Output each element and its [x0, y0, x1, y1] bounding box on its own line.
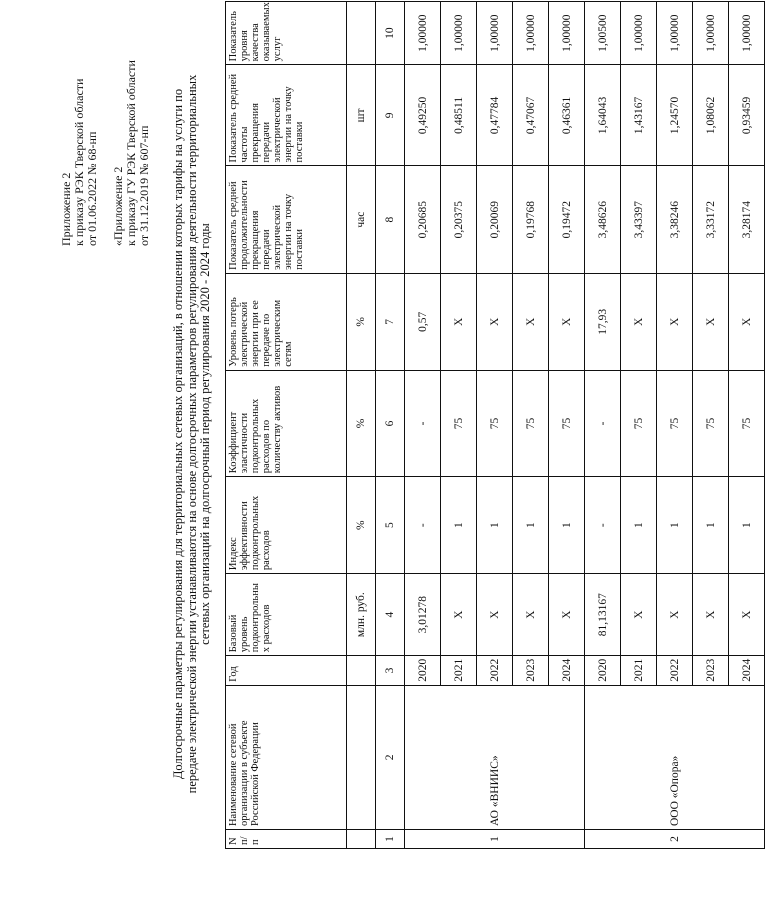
quality-cell: 1,00000 [513, 2, 549, 65]
elast-cell: 75 [693, 370, 729, 476]
column-number-cell: 1 [376, 830, 405, 849]
quality-cell: 1,00000 [729, 2, 765, 65]
column-header: Наименование сетевой организации в субъекте Российской Федерации [226, 685, 347, 829]
unit-cell: % [347, 477, 376, 574]
year-cell: 2023 [693, 656, 729, 685]
ref-line: от 01.06.2022 № 68-нп [85, 131, 99, 246]
loss-cell: Х [441, 273, 477, 370]
loss-cell: Х [621, 273, 657, 370]
row-number-cell: 2 [585, 830, 765, 849]
freq-cell: 1,64043 [585, 65, 621, 166]
year-cell: 2022 [477, 656, 513, 685]
year-cell: 2022 [657, 656, 693, 685]
column-header: Показатель уровня качества оказываемых услуг [226, 2, 347, 65]
column-header: N п/п [226, 830, 347, 849]
heading-line: Долгосрочные параметры регулирования для территориальных сетевых организаций, в отношении которых тарифы на услуги по [171, 88, 185, 780]
elast-cell: 75 [477, 370, 513, 476]
column-number-cell: 9 [376, 65, 405, 166]
elast-cell: 75 [549, 370, 585, 476]
base-cell: Х [657, 574, 693, 656]
freq-cell: 0,49250 [405, 65, 441, 166]
freq-cell: 1,08062 [693, 65, 729, 166]
dur-cell: 0,19768 [513, 166, 549, 273]
base-cell: Х [477, 574, 513, 656]
quality-cell: 1,00000 [549, 2, 585, 65]
dur-cell: 0,20375 [441, 166, 477, 273]
loss-cell: 17,93 [585, 273, 621, 370]
elast-cell: 75 [621, 370, 657, 476]
column-number-cell: 10 [376, 2, 405, 65]
ref-line: «Приложение 2 [111, 166, 125, 246]
year-cell: 2023 [513, 656, 549, 685]
elast-cell: - [585, 370, 621, 476]
column-number-cell: 7 [376, 273, 405, 370]
unit-cell: час [347, 166, 376, 273]
current-appendix-reference [60, 79, 99, 246]
table-row [585, 2, 621, 849]
column-header: Год [226, 656, 347, 685]
organization-name-cell: ООО «Опора» [585, 685, 765, 829]
freq-cell: 0,48511 [441, 65, 477, 166]
freq-cell: 1,24570 [657, 65, 693, 166]
freq-cell: 1,43167 [621, 65, 657, 166]
eff-cell: 1 [477, 477, 513, 574]
table-row [405, 2, 441, 849]
base-cell: Х [729, 574, 765, 656]
loss-cell: Х [693, 273, 729, 370]
loss-cell: Х [513, 273, 549, 370]
unit-cell: шт [347, 65, 376, 166]
loss-cell: Х [729, 273, 765, 370]
row-number-cell: 1 [405, 830, 585, 849]
column-number-cell: 3 [376, 656, 405, 685]
quality-cell: 1,00500 [585, 2, 621, 65]
quality-cell: 1,00000 [441, 2, 477, 65]
previous-appendix-reference [112, 60, 151, 246]
document-heading [172, 54, 213, 814]
column-header: Коэффициент эластичности подконтрольных расходов по количеству активов [226, 370, 347, 476]
table-column-numbers-row [376, 2, 405, 849]
eff-cell: 1 [441, 477, 477, 574]
column-number-cell: 5 [376, 477, 405, 574]
ref-line: Приложение 2 [59, 172, 73, 246]
freq-cell: 0,46361 [549, 65, 585, 166]
elast-cell: 75 [513, 370, 549, 476]
column-header: Показатель средней продолжительности прекращения передачи электрической энергии на точку поставки [226, 166, 347, 273]
ref-line: к приказу РЭК Тверской области [72, 78, 86, 246]
year-cell: 2024 [729, 656, 765, 685]
eff-cell: 1 [729, 477, 765, 574]
eff-cell: - [405, 477, 441, 574]
unit-cell [347, 2, 376, 65]
quality-cell: 1,00000 [405, 2, 441, 65]
elast-cell: 75 [657, 370, 693, 476]
unit-cell: млн. руб. [347, 574, 376, 656]
eff-cell: 1 [621, 477, 657, 574]
freq-cell: 0,47784 [477, 65, 513, 166]
year-cell: 2021 [621, 656, 657, 685]
base-cell: Х [441, 574, 477, 656]
eff-cell: 1 [693, 477, 729, 574]
quality-cell: 1,00000 [477, 2, 513, 65]
dur-cell: 3,33172 [693, 166, 729, 273]
unit-cell: % [347, 273, 376, 370]
loss-cell: Х [657, 273, 693, 370]
eff-cell: 1 [657, 477, 693, 574]
year-cell: 2020 [405, 656, 441, 685]
heading-line: сетевых организаций на долгосрочный период регулирования 2020 - 2024 годы [198, 223, 212, 645]
table-header-row [226, 2, 347, 849]
loss-cell: 0,57 [405, 273, 441, 370]
year-cell: 2024 [549, 656, 585, 685]
column-number-cell: 4 [376, 574, 405, 656]
unit-cell [347, 685, 376, 829]
unit-cell [347, 656, 376, 685]
quality-cell: 1,00000 [621, 2, 657, 65]
eff-cell: - [585, 477, 621, 574]
base-cell: Х [693, 574, 729, 656]
column-header: Индекс эффективности подконтрольных расходов [226, 477, 347, 574]
unit-cell [347, 830, 376, 849]
column-number-cell: 6 [376, 370, 405, 476]
dur-cell: 3,43397 [621, 166, 657, 273]
base-cell: Х [549, 574, 585, 656]
heading-line: передаче электрической энергии устанавливаются на основе долгосрочных параметров регулирования деятельности территориальных [184, 74, 199, 794]
eff-cell: 1 [513, 477, 549, 574]
freq-cell: 0,93459 [729, 65, 765, 166]
dur-cell: 3,48626 [585, 166, 621, 273]
column-header: Базовый уровень подконтрольны х расходов [226, 574, 347, 656]
loss-cell: Х [549, 273, 585, 370]
column-header: Уровень потерь электрической энергии при ее передаче по электрическим сетям [226, 273, 347, 370]
base-cell: 3,01278 [405, 574, 441, 656]
year-cell: 2021 [441, 656, 477, 685]
organization-name-cell: АО «ВНИИС» [405, 685, 585, 829]
quality-cell: 1,00000 [693, 2, 729, 65]
base-cell: Х [621, 574, 657, 656]
column-header: Показатель средней частоты прекращения передачи электрической энергии на точку поставки [226, 65, 347, 166]
elast-cell: 75 [441, 370, 477, 476]
eff-cell: 1 [549, 477, 585, 574]
dur-cell: 0,20685 [405, 166, 441, 273]
ref-line: к приказу ГУ РЭК Тверской области [124, 60, 138, 246]
dur-cell: 3,38246 [657, 166, 693, 273]
dur-cell: 3,28174 [729, 166, 765, 273]
dur-cell: 0,20069 [477, 166, 513, 273]
dur-cell: 0,19472 [549, 166, 585, 273]
ref-line: от 31.12.2019 № 607-нп [137, 125, 151, 246]
base-cell: Х [513, 574, 549, 656]
elast-cell: - [405, 370, 441, 476]
column-number-cell: 2 [376, 685, 405, 829]
base-cell: 81,13167 [585, 574, 621, 656]
freq-cell: 0,47067 [513, 65, 549, 166]
table-units-row [347, 2, 376, 849]
column-number-cell: 8 [376, 166, 405, 273]
table-body [405, 2, 765, 849]
elast-cell: 75 [729, 370, 765, 476]
unit-cell: % [347, 370, 376, 476]
parameters-table [225, 1, 765, 849]
quality-cell: 1,00000 [657, 2, 693, 65]
year-cell: 2020 [585, 656, 621, 685]
loss-cell: Х [477, 273, 513, 370]
